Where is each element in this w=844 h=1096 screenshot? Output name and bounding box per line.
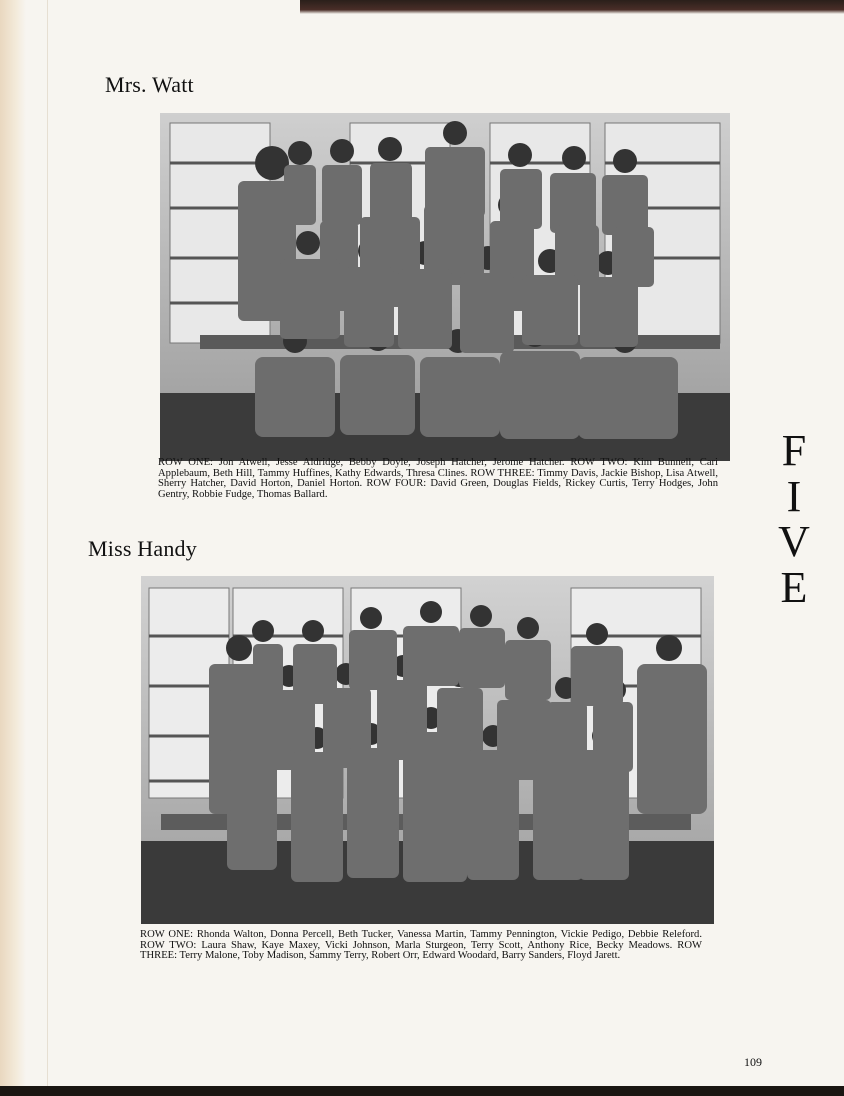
class-photo-2 [141, 576, 714, 924]
side-heading-letter: I [786, 471, 802, 521]
page-binding-edge [0, 0, 26, 1086]
teacher-heading-2: Miss Handy [88, 536, 197, 561]
spine-line [47, 0, 48, 1086]
side-heading-letter: E [780, 562, 808, 612]
side-heading-letter: F [781, 426, 807, 475]
teacher-heading-1: Mrs. Watt [105, 72, 194, 97]
photo-caption-2: ROW ONE: Rhonda Walton, Donna Percell, Beth Tucker, Vanessa Martin, Tammy Pennington, Vickie Pedigo, Debbie Releford. ROW TWO: Laura Shaw, Kaye Maxey, Vicki Johnson, Marla Sturgeon, Terry Scott, Anthony Rice, Becky Meadows. ROW THREE: Terry Malone, Toby Madison, Sammy Terry, Robert Orr, Edward Woodard, Barry Sanders, Floyd Jarett. [140, 929, 702, 962]
page-number: 109 [744, 1055, 762, 1069]
cover-edge [300, 0, 844, 14]
class-photo-1 [160, 113, 730, 461]
photo-caption-1: ROW ONE: Jon Atwell, Jesse Aldridge, Bebby Doyle, Joseph Hatcher, Jerome Hatcher. ROW TWO: Kim Bunnell, Cari Applebaum, Beth Hill, Tammy Huffines, Kathy Edwards, Thresa Clines. ROW THREE: Timmy Davis, Jackie Bishop, Lisa Atwell, Sherry Hatcher, David Horton, Daniel Horton. ROW FOUR: David Green, Douglas Fields, Rickey Curtis, Terry Hodges, John Gentry, Robbie Fudge, Thomas Ballard. [158, 457, 718, 501]
side-heading-five [776, 428, 812, 610]
side-heading-letter: V [778, 517, 810, 566]
